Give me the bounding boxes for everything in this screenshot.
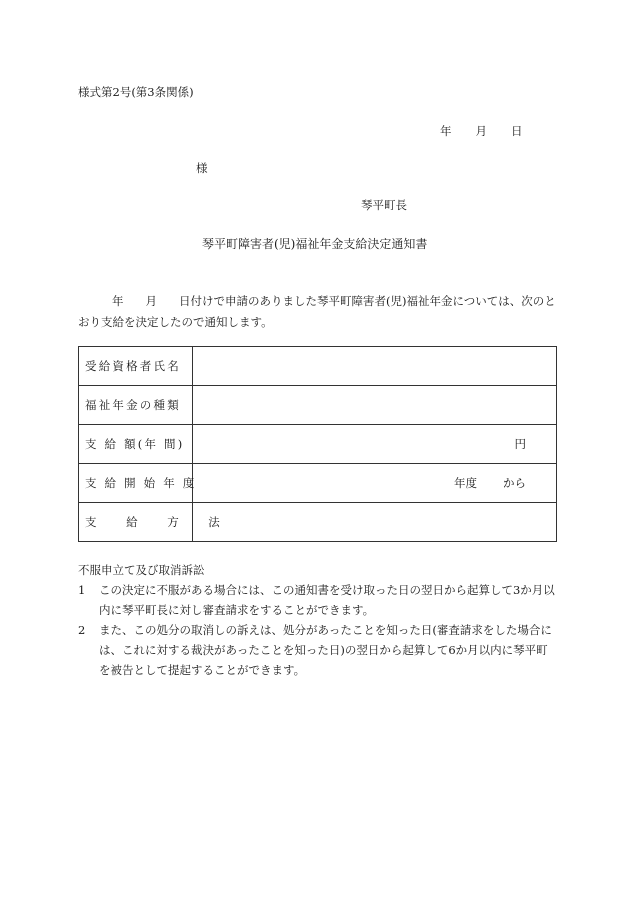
start-year-field [193,464,557,503]
table-row [79,347,557,386]
appeal-item-text: また、この処分の取消しの訴えは、処分があったことを知った日(審査請求をした場合には、これに対する裁決があったことを知った日)の翌日から起算して6か月以内に琴平町を被告として提起することができます。 [99,623,552,677]
body-month: 月 [145,294,157,308]
benefit-info-table [78,346,557,542]
appeal-item-number: 2 [78,623,86,637]
row-label-payment-method: 支 給 方 法 [79,503,193,542]
date-year: 年 [440,124,452,138]
start-year-unit: 年度 [454,476,477,490]
appeal-item [78,580,558,620]
pension-type-field [193,386,557,425]
appeal-item-text: この決定に不服がある場合には、この通知書を受け取った日の翌日から起算して3か月以内に琴平町長に対し審査請求をすることができます。 [99,583,555,617]
row-label-start-year: 支 給 開 始 年 度 [79,464,193,503]
appeal-item [78,620,558,680]
appeal-item-number: 1 [78,583,86,597]
appeal-section [78,560,558,680]
body-text: 日付けで申請のありました琴平町障害者(児)福祉年金については、次のとおり支給を決定したので通知します。 [78,294,556,329]
issuer-name: 琴平町長 [361,198,407,212]
table-row [79,386,557,425]
table-row [79,464,557,503]
document-title: 琴平町障害者(児)福祉年金支給決定通知書 [202,237,428,251]
start-year-from: から [503,476,526,490]
date-day: 日 [511,124,523,138]
date-line [440,123,523,139]
addressee-suffix: 様 [196,161,208,175]
table-row [79,425,557,464]
table-row [79,503,557,542]
form-number: 様式第2号(第3条関係) [78,85,194,99]
date-month: 月 [475,124,487,138]
appeal-heading: 不服申立て及び取消訴訟 [78,563,205,577]
body-year: 年 [112,294,124,308]
annual-amount-field: 円 [193,425,557,464]
recipient-name-field [193,347,557,386]
row-label-annual-amount: 支 給 額(年 間) [79,425,193,464]
payment-method-field [193,503,557,542]
row-label-recipient-name: 受給資格者氏名 [79,347,193,386]
row-label-pension-type: 福祉年金の種類 [79,386,193,425]
notice-body [78,291,556,333]
